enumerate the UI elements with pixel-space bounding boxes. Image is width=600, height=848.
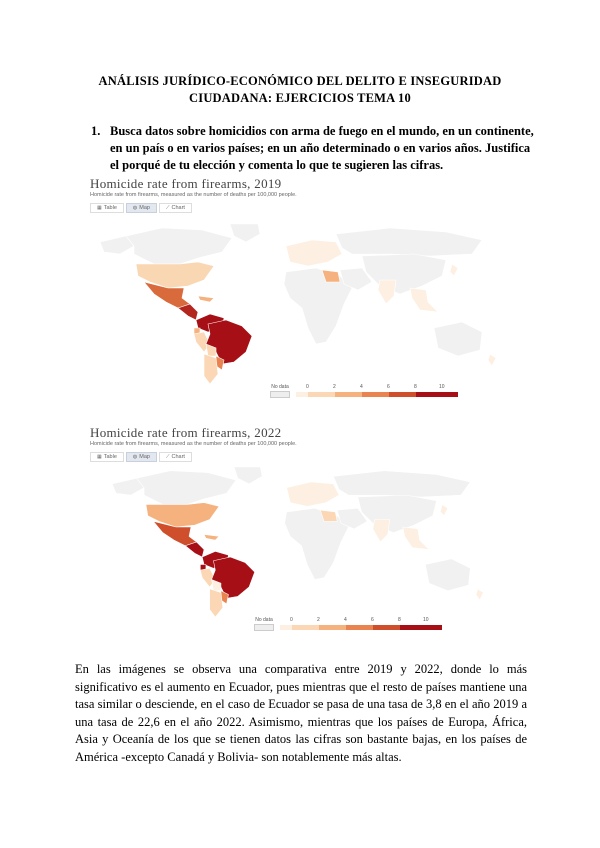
map-se-asia <box>403 527 429 550</box>
legend-bin <box>373 625 400 630</box>
map-europe <box>286 240 342 266</box>
legend-bin <box>335 392 362 397</box>
view-tabs <box>90 452 500 462</box>
legend-tick: 10 <box>423 617 429 623</box>
exercise-question <box>91 123 534 174</box>
legend-bin <box>389 392 416 397</box>
tab-label: Chart <box>171 453 185 460</box>
legend-tick: 2 <box>317 617 320 623</box>
question-text: Busca datos sobre homicidios con arma de fuego en el mundo, en un continente, en un país o en varios países; en un año determinado o en varios años. Justifica el porqué de tu elección y comenta lo que te sugieren las cifras. <box>110 124 534 172</box>
tab-label: Map <box>139 453 150 460</box>
tab-table[interactable] <box>90 203 124 213</box>
legend-no-data-label: No data <box>271 384 289 390</box>
view-tabs <box>90 203 500 213</box>
legend-no-data <box>254 617 274 631</box>
map-india <box>373 520 390 543</box>
map-greenland <box>234 467 262 484</box>
figure-title: Homicide rate from firearms, 2019 <box>90 176 282 191</box>
figure-2022 <box>90 425 500 637</box>
tab-map[interactable] <box>126 452 157 462</box>
chart-icon: ⟋ <box>165 204 170 211</box>
figure-title: Homicide rate from firearms, 2022 <box>90 425 282 440</box>
legend-scale <box>296 384 458 397</box>
map-africa <box>285 508 349 579</box>
table-icon: ▦ <box>97 204 102 211</box>
legend-bin <box>362 392 389 397</box>
tab-map[interactable] <box>126 203 157 213</box>
legend-bin <box>400 625 442 630</box>
map-canada <box>126 228 232 264</box>
legend-colorbar <box>296 392 458 397</box>
legend-tick: 6 <box>387 384 390 390</box>
legend-tick: 6 <box>371 617 374 623</box>
legend-tick: 4 <box>344 617 347 623</box>
title-line-2: CIUDADANA: EJERCICIOS TEMA 10 <box>189 91 411 105</box>
figure-subtitle: Homicide rate from firearms, measured as the number of deaths per 100,000 people. <box>90 441 297 447</box>
map-japan <box>440 505 448 516</box>
legend-bin <box>308 392 335 397</box>
legend-bin <box>292 625 319 630</box>
legend-bin <box>416 392 458 397</box>
table-icon: ▦ <box>97 453 102 460</box>
tab-label: Table <box>103 204 117 211</box>
legend-tick: 0 <box>306 384 309 390</box>
tab-label: Table <box>103 453 117 460</box>
map-asia <box>358 495 437 533</box>
legend-bin <box>296 392 308 397</box>
legend-scale <box>280 617 442 630</box>
legend-no-data <box>270 384 290 398</box>
map-new-zealand <box>476 589 484 600</box>
map-icon: ◍ <box>132 204 138 211</box>
legend-bin <box>280 625 292 630</box>
map-icon: ◍ <box>132 453 138 460</box>
legend-colorbar <box>280 625 442 630</box>
legend-tick: 8 <box>414 384 417 390</box>
legend-bin <box>346 625 373 630</box>
commentary-paragraph: En las imágenes se observa una comparativa entre 2019 y 2022, donde lo más significativo es el aumento en Ecuador, pues mientras que el resto de países mantiene una tasa similar o desciende, en el caso de Ecuador se pasa de una tasa de 3,8 en el año 2019 a una tasa de 22,6 en el año 2022. Asimismo, mientras que los países de Europa, África, Asia y Oceanía de los que se tienen datos las cifras son bastante bajas, en los países de América -excepto Canadá y Bolivia- son notablemente más altas. <box>75 662 527 764</box>
map-caribbean <box>204 535 219 541</box>
tab-label: Map <box>139 204 150 211</box>
map-legend <box>270 384 458 398</box>
map-asia <box>362 254 446 294</box>
legend-no-data-label: No data <box>255 617 273 623</box>
map-legend <box>254 617 442 631</box>
tab-table[interactable] <box>90 452 124 462</box>
map-europe <box>287 482 340 506</box>
legend-bin <box>319 625 346 630</box>
map-caribbean <box>198 296 214 302</box>
map-india <box>378 280 396 304</box>
map-greenland <box>230 224 260 242</box>
chart-icon: ⟋ <box>165 453 170 460</box>
map-argentina-chile <box>204 354 218 384</box>
map-canada <box>137 471 236 505</box>
legend-tick: 0 <box>290 617 293 623</box>
map-new-zealand <box>488 354 496 366</box>
map-africa <box>284 268 352 344</box>
map-australia <box>434 322 482 356</box>
map-japan <box>450 264 458 276</box>
tab-label: Chart <box>171 204 185 211</box>
map-russia <box>333 471 470 497</box>
document-title <box>60 73 540 107</box>
map-se-asia <box>410 288 438 312</box>
question-number: 1. <box>91 124 101 138</box>
legend-tick: 8 <box>398 617 401 623</box>
legend-tick: 2 <box>333 384 336 390</box>
map-argentina-chile <box>210 589 223 617</box>
legend-no-data-swatch <box>270 391 290 398</box>
legend-no-data-swatch <box>254 624 274 631</box>
map-australia <box>425 559 470 591</box>
legend-tick: 4 <box>360 384 363 390</box>
title-line-1: ANÁLISIS JURÍDICO-ECONÓMICO DEL DELITO E INSEGURIDAD <box>98 74 502 88</box>
figure-subtitle: Homicide rate from firearms, measured as the number of deaths per 100,000 people. <box>90 192 297 198</box>
world-map-2022 <box>90 467 500 617</box>
figure-2019 <box>90 176 500 404</box>
tab-chart[interactable] <box>159 203 192 213</box>
map-russia <box>336 228 482 256</box>
tab-chart[interactable] <box>159 452 192 462</box>
world-map-2019 <box>90 224 500 384</box>
legend-tick: 10 <box>439 384 445 390</box>
